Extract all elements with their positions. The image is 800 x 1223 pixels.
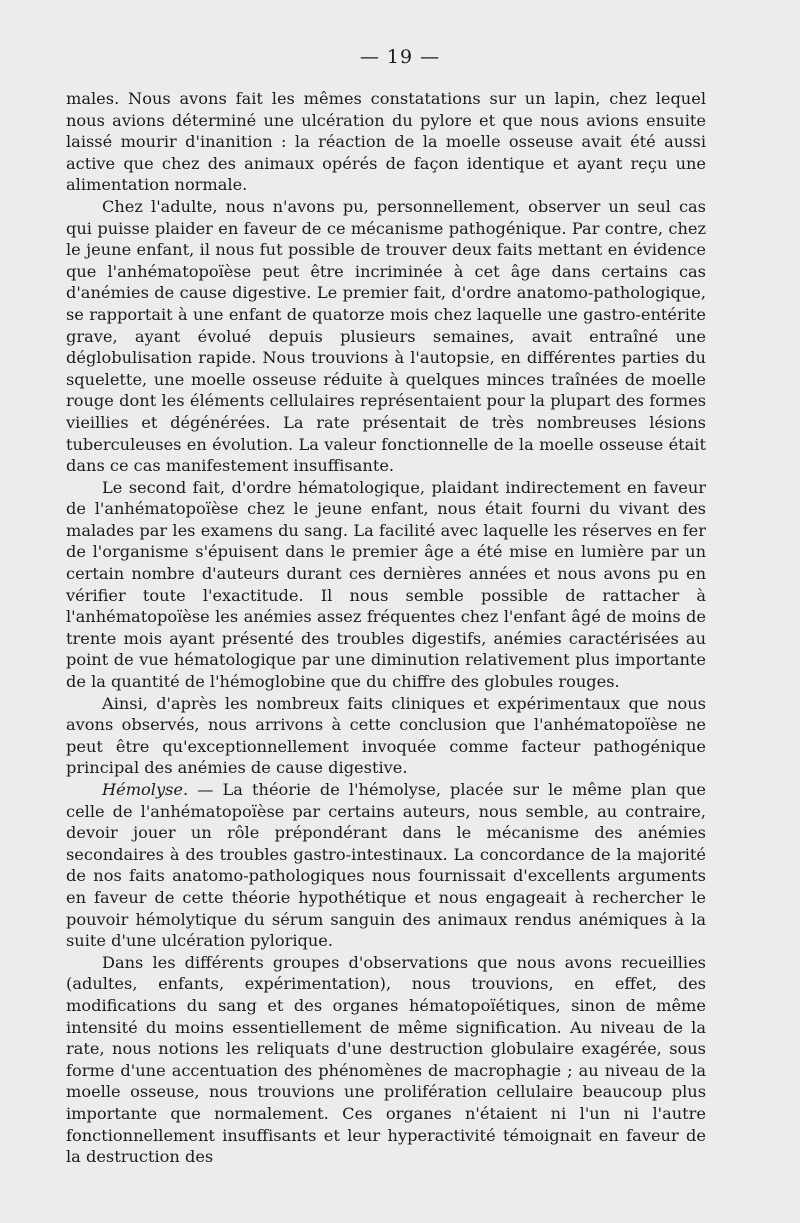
paragraph-1: males. Nous avons fait les mêmes constatations sur un lapin, chez lequel nous avions déterminé une ulcération du pylore et que nous avions ensuite laissé mourir d'inanition : la réaction de la moelle osseuse avait été aussi active que chez des animaux opérés de façon identique et ayant reçu une alimentation normale. <box>66 89 706 195</box>
paragraph-4: Ainsi, d'après les nombreux faits cliniques et expérimentaux que nous avons observés, nous arrivons à cette conclusion que l'anhématopoïèse ne peut être qu'exceptionnellement invoquée comme facteur pathogénique principal des anémies de cause digestive. <box>66 693 706 778</box>
paragraph-5 <box>66 779 706 952</box>
body-text <box>66 88 706 1168</box>
page-number: — 19 — <box>359 46 441 68</box>
paragraph-3: Le second fait, d'ordre hématologique, plaidant indirectement en faveur de l'anhématopoïèse chez le jeune enfant, nous était fourni du vivant des malades par les examens du sang. La facilité avec laquelle les réserves en fer de l'organisme s'épuisent dans le premier âge a été mise en lumière par un certain nombre d'auteurs durant ces dernières années et nous avons pu en vérifier toute l'exactitude. Il nous semble possible de rattacher à l'anhématopoïèse les anémies assez fréquentes chez l'enfant âgé de moins de trente mois ayant présenté des troubles digestifs, anémies caractérisées au point de vue hématologique par une diminution relativement plus importante de la quantité de l'hémoglobine que du chiffre des globules rouges. <box>66 477 706 692</box>
paragraph-5-text: — La théorie de l'hémolyse, placée sur le même plan que celle de l'anhématopoïèse par certains auteurs, nous semble, au contraire, devoir jouer un rôle prépondérant dans le mécanisme des anémies secondaires à des troubles gastro-intestinaux. La concordance de la majorité de nos faits anatomo-pathologiques nous fournissait d'excellents arguments en faveur de cette théorie hypothétique et nous engageait à rechercher le pouvoir hémolytique du sérum sanguin des animaux rendus anémiques à la suite d'une ulcération pylorique. <box>66 780 706 951</box>
paragraph-6: Dans les différents groupes d'observations que nous avons recueillies (adultes, enfants, expérimentation), nous trouvions, en effet, des modifications du sang et des organes hématopoïétiques, sinon de même intensité du moins essentiellement de même signification. Au niveau de la rate, nous notions les reliquats d'une destruction globulaire exagérée, sous forme d'une accentuation des phénomènes de macrophagie ; au niveau de la moelle osseuse, nous trouvions une prolifération cellulaire beaucoup plus importante que normalement. Ces organes n'étaient ni l'un ni l'autre fonctionnellement insuffisants et leur hyperactivité témoignait en faveur de la destruction des <box>66 952 706 1167</box>
paragraph-2: Chez l'adulte, nous n'avons pu, personnellement, observer un seul cas qui puisse plaider en faveur de ce mécanisme pathogénique. Par contre, chez le jeune enfant, il nous fut possible de trouver deux faits mettant en évidence que l'anhématopoïèse peut être incriminée à cet âge dans certains cas d'anémies de cause digestive. Le premier fait, d'ordre anatomo-pathologique, se rapportait à une enfant de quatorze mois chez laquelle une gastro-entérite grave, ayant évolué depuis plusieurs semaines, avait entraîné une déglobulisation rapide. Nous trouvions à l'autopsie, en différentes parties du squelette, une moelle osseuse réduite à quelques minces traînées de moelle rouge dont les éléments cellulaires représentaient pour la plupart des formes vieillies et dégénérées. La rate présentait de très nombreuses lésions tuberculeuses en évolution. La valeur fonctionnelle de la moelle osseuse était dans ce cas manifestement insuffisante. <box>66 196 706 476</box>
section-title-hemolyse: Hémolyse. <box>102 780 189 799</box>
